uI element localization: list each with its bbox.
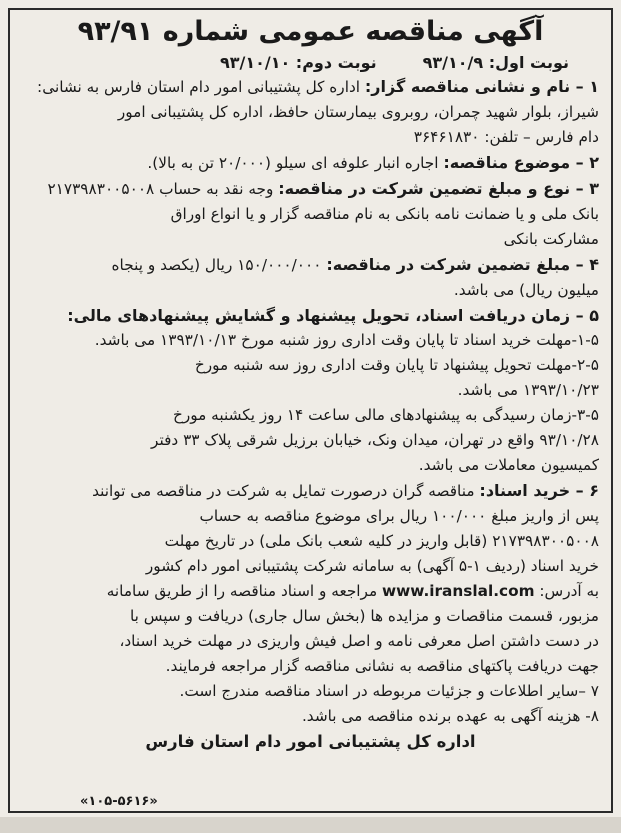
section-3-heading: ۳ – نوع و مبلغ تضمین شرکت در مناقصه: [278, 179, 599, 198]
section-1-text-1: اداره کل پشتیبانی امور دام استان فارس به نشانی: [37, 78, 361, 96]
section-4 [22, 252, 599, 303]
section-3-line-2: بانک ملی و یا ضمانت نامه بانکی به نام مناقصه گزار و یا انواع اوراق [170, 205, 599, 223]
ad-code: «۱۰۵-۵۶۱۶» [80, 794, 158, 809]
next-ad-edge [0, 817, 621, 833]
section-4-line-2: میلیون ریال) می باشد. [453, 281, 599, 299]
section-5-heading: ۵ – زمان دریافت اسناد، تحویل پیشنهاد و گشایش پیشنهادهای مالی: [67, 306, 599, 325]
publication-rounds [22, 52, 599, 74]
section-8 [22, 704, 599, 729]
section-1-heading: ۱ – نام و نشانی مناقصه گزار: [364, 77, 599, 96]
section-5 [22, 303, 599, 478]
section-6 [22, 478, 599, 679]
section-6-line-8: جهت دریافت پاکتهای مناقصه به نشانی مناقصه گزار مراجعه فرمایند. [165, 657, 599, 675]
section-6-line-2: پس از واریز مبلغ ۱۰۰/۰۰۰ ریال برای موضوع مناقصه به حساب [199, 507, 599, 525]
section-6-line-5 [22, 579, 599, 604]
section-6-line-7: در دست داشتن اصل معرفی نامه و اصل فیش واریزی در مهلت خرید اسناد، [119, 632, 599, 650]
section-1-line-3: دام فارس – تلفن: ۳۶۴۶۱۸۳۰ [413, 128, 599, 146]
section-4-text-1: ۱۵۰/۰۰۰/۰۰۰ ریال (یکصد و پنجاه [111, 256, 322, 274]
section-3-line-1 [22, 176, 599, 202]
address-label: به آدرس: [539, 582, 599, 600]
section-4-line-1 [22, 252, 599, 278]
first-round: نوبت اول: ۹۳/۱۰/۹ [422, 53, 569, 72]
section-6-line-4: خرید اسناد (ردیف ۱-۵ آگهی) به سامانه شرکت پشتیبانی امور دام کشور [145, 557, 599, 575]
second-round: نوبت دوم: ۹۳/۱۰/۱۰ [219, 53, 377, 72]
section-3-line-3: مشارکت بانکی [503, 230, 599, 248]
section-7-line: ۷ –سایر اطلاعات و جزئیات مربوطه در اسناد مناقصه مندرج است. [179, 682, 599, 700]
section-6-heading: ۶ – خرید اسناد: [479, 481, 599, 500]
section-3 [22, 176, 599, 252]
issuer-signature: اداره کل پشتیبانی امور دام استان فارس [145, 732, 476, 751]
section-8-line: ۸- هزینه آگهی به عهده برنده مناقصه می باشد. [301, 707, 599, 725]
section-5-item-3a: ۳-۵-زمان رسیدگی به پیشنهادهای مالی ساعت ۱۴ روز یکشنبه مورخ [172, 406, 599, 424]
section-6-text-5: مراجعه و اسناد مناقصه را از طریق سامانه [106, 582, 378, 600]
page-title: آگهی مناقصه عمومی شماره ۹۳/۹۱ [77, 16, 544, 47]
section-2 [22, 150, 599, 176]
section-3-text-1: وجه نقد به حساب ۲۱۷۳۹۸۳۰۰۵۰۰۸ [47, 180, 274, 198]
section-1-line-1 [22, 74, 599, 100]
section-7 [22, 679, 599, 704]
section-4-heading: ۴ – مبلغ تضمین شرکت در مناقصه: [326, 255, 599, 274]
section-1-line-2: شیراز، بلوار شهید چمران، روبروی بیمارستان حافظ، اداره کل پشتیبانی امور [117, 103, 599, 121]
section-2-heading: ۲ – موضوع مناقصه: [443, 153, 599, 172]
ad-frame [8, 8, 613, 813]
section-6-line-6: مزبور، قسمت مناقصات و مزایده ها (بخش سال جاری) دریافت و سپس با [129, 607, 599, 625]
section-6-text-1: مناقصه گران درصورت تمایل به شرکت در مناقصه می توانند [92, 482, 475, 500]
section-2-line [22, 150, 599, 176]
section-5-item-3b: ۹۳/۱۰/۲۸ واقع در تهران، میدان ونک، خیابان برزیل شرقی پلاک ۳۳ دفتر [151, 431, 599, 449]
section-6-line-3: ۲۱۷۳۹۸۳۰۰۵۰۰۸ (قابل واریز در کلیه شعب بانک ملی) در تاریخ مهلت [164, 532, 599, 550]
section-1 [22, 74, 599, 150]
section-5-item-2b: ۱۳۹۳/۱۰/۲۳ می باشد. [457, 381, 599, 399]
section-5-item-2a: ۲-۵-مهلت تحویل پیشنهاد تا پایان وقت اداری روز سه شنبه مورخ [194, 356, 599, 374]
section-6-line-1 [22, 478, 599, 504]
section-5-item-1: ۱-۵-مهلت خرید اسناد تا پایان وقت اداری روز شنبه مورخ ۱۳۹۳/۱۰/۱۳ می باشد. [94, 331, 599, 349]
website-url[interactable]: www.iranslal.com [382, 582, 535, 600]
section-2-text: اجاره انبار علوفه ای سیلو (۲۰/۰۰۰ تن به بالا). [147, 154, 439, 172]
section-5-item-3c: کمیسیون معاملات می باشد. [418, 456, 599, 474]
